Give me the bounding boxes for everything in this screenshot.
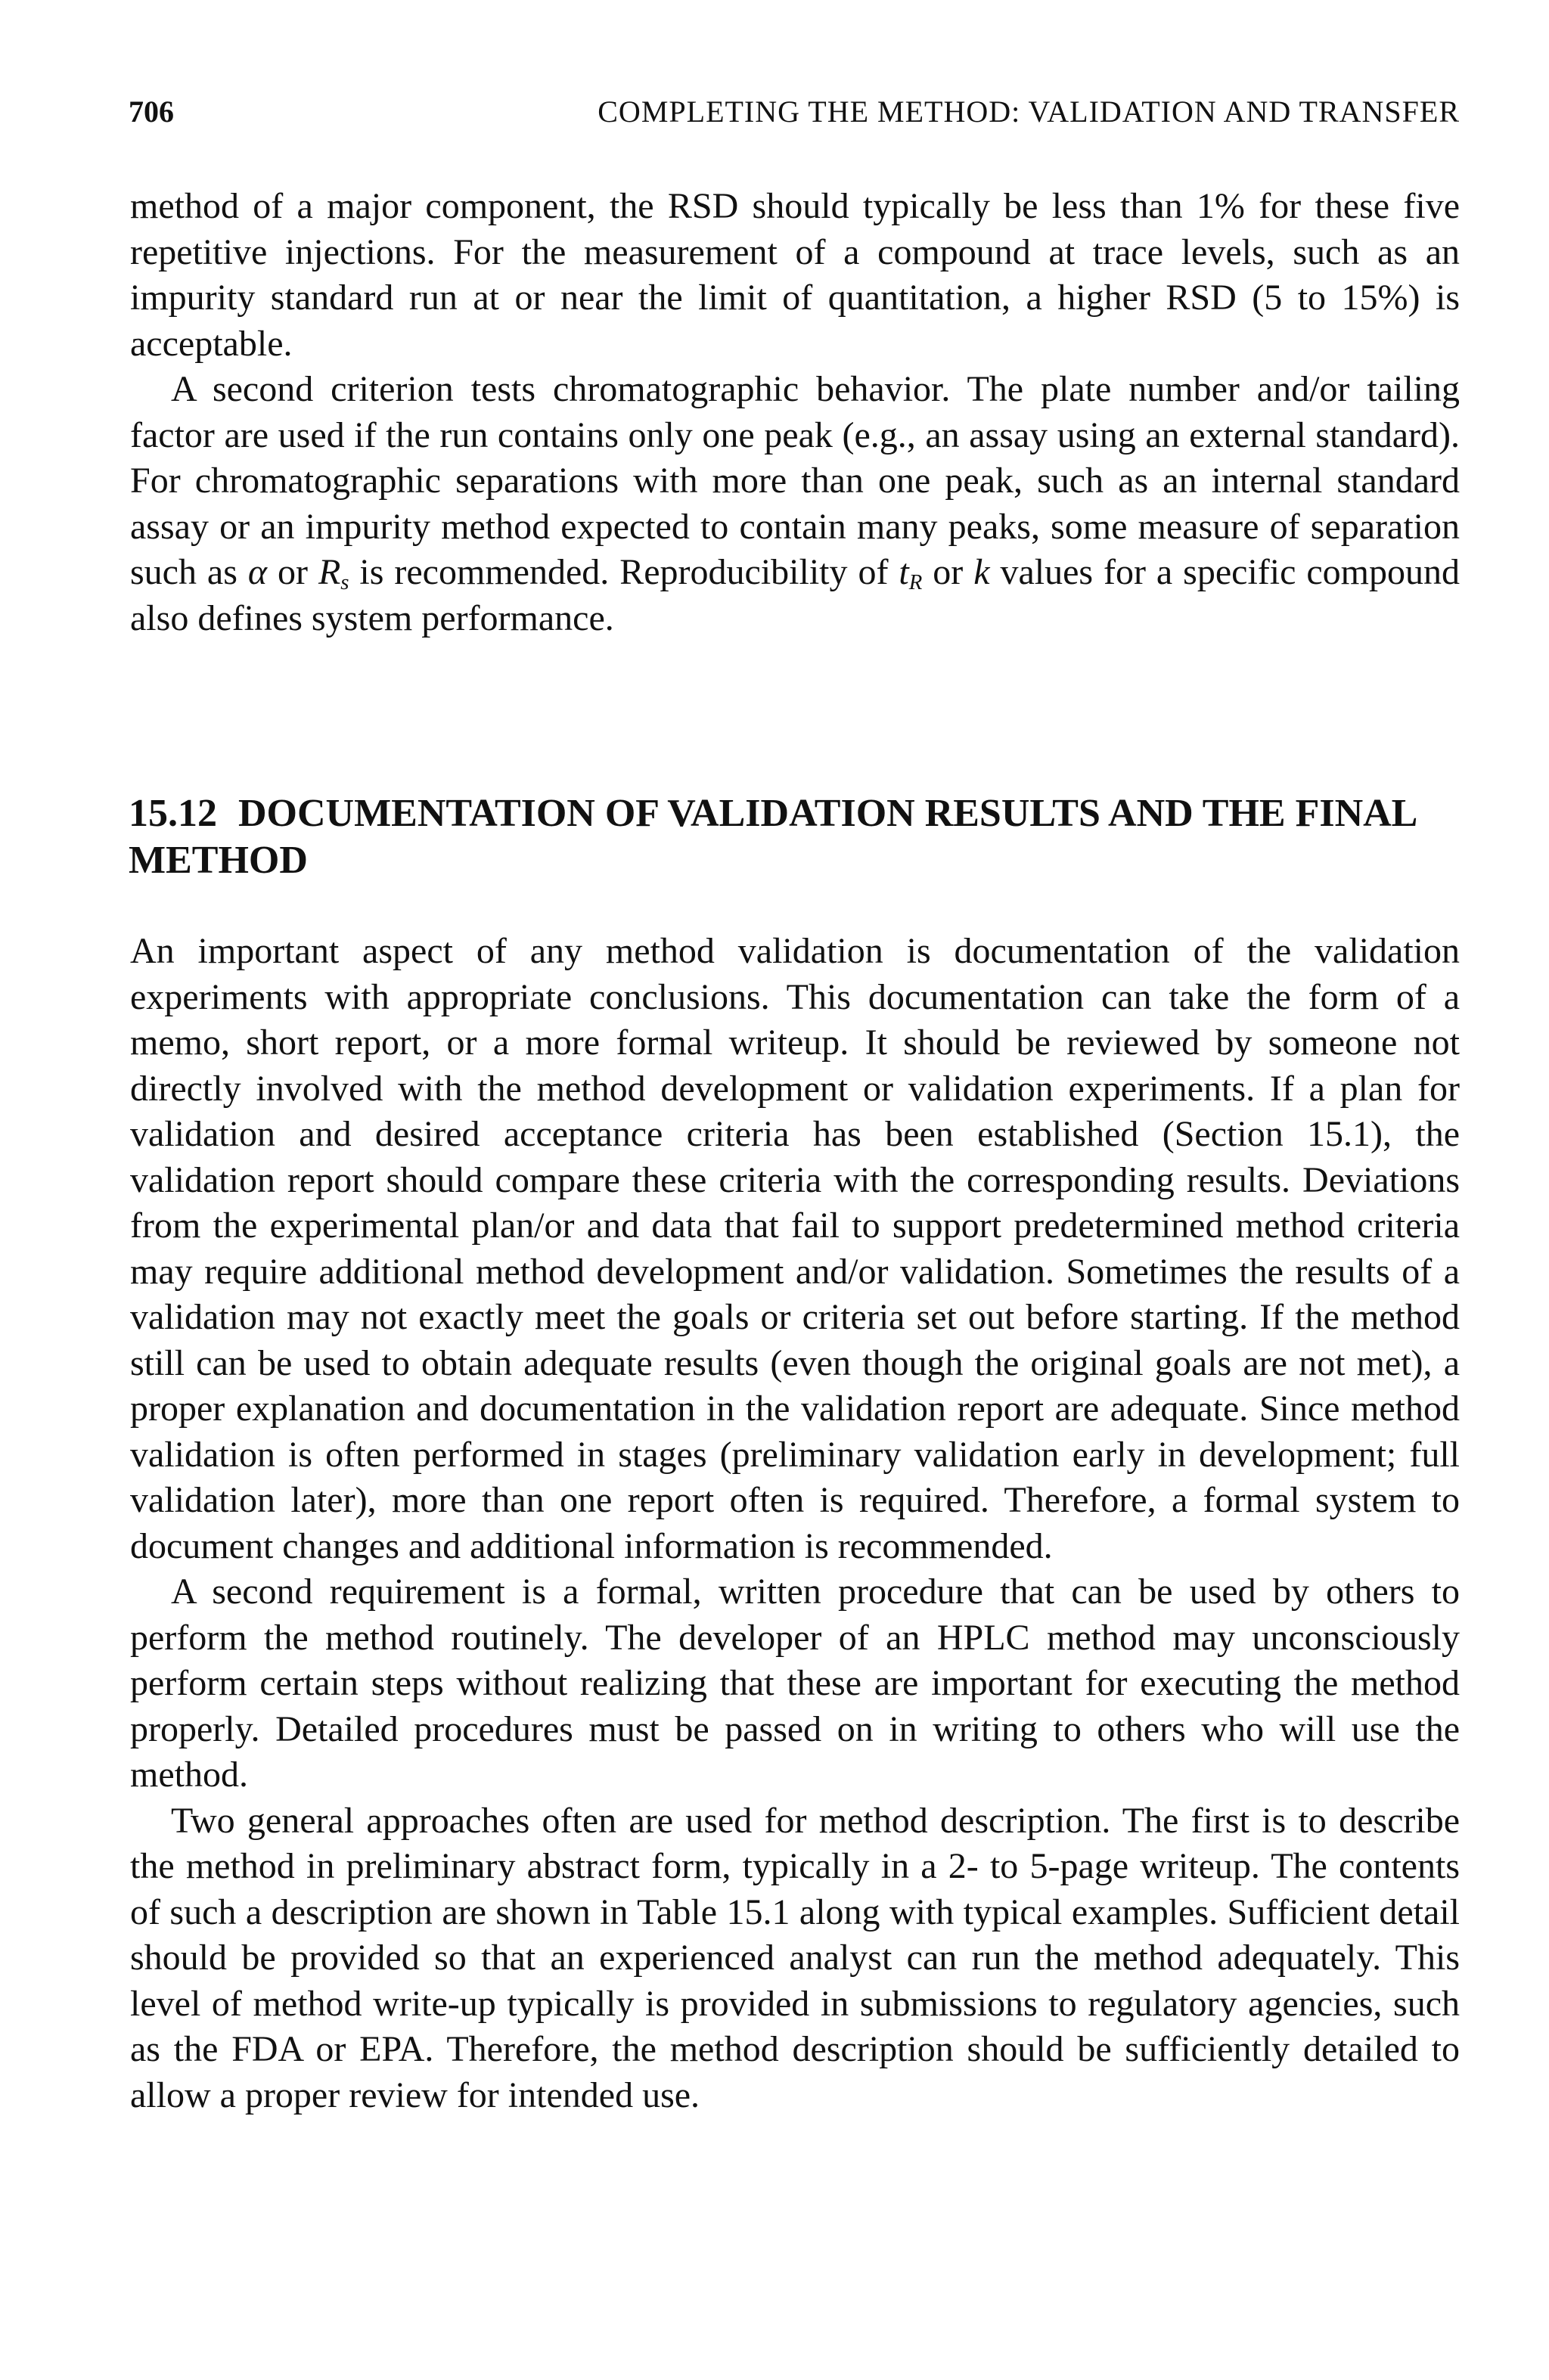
section-body	[130, 929, 1460, 2118]
page-number: 706	[129, 95, 174, 129]
running-title: COMPLETING THE METHOD: VALIDATION AND TRANSFER	[598, 95, 1460, 129]
paragraph-written-procedure: A second requirement is a formal, written procedure that can be used by others to perform the method routinely. The developer of an HPLC method may unconsciously perform certain steps without realizing that these are important for executing the method properly. Detailed procedures must be passed on in writing to others who will use the method.	[130, 1572, 1460, 1795]
paragraph-rsd-criteria: method of a major component, the RSD should typically be less than 1% for these five repetitive injections. For the measurement of a compound at trace levels, such as an impurity standard run at or near the limit of quantitation, a higher RSD (5 to 15%) is acceptable.	[130, 186, 1460, 364]
alpha-symbol: α	[247, 552, 268, 592]
text-segment: A second criterion tests chromatographic behavior. The plate number and/or tailing factor are used if the run contains only one peak (e.g., an assay using an external standard). For chromatographic separations with more than one peak, such as an internal standard assay or an impurity method expected to contain many peaks, some measure of separation such as	[130, 369, 1460, 592]
retention-time-symbol: t	[899, 552, 909, 592]
resolution-subscript: s	[340, 570, 349, 595]
section-heading	[129, 790, 1460, 884]
paragraph-chromatographic-criterion	[130, 367, 1460, 641]
paragraph-method-description: Two general approaches often are used for method description. The first is to describe the method in preliminary abstract form, typically in a 2- to 5-page writeup. The contents of such a description are shown in Table 15.1 along with typical examples. Sufficient detail should be provided so that an experienced analyst can run the method adequately. This level of method write-up typically is provided in submissions to regulatory agencies, such as the FDA or EPA. Therefore, the method description should be sufficiently detailed to allow a proper review for intended use.	[130, 1800, 1460, 2115]
running-head	[129, 89, 1460, 135]
text-segment: is recommended. Reproducibility of	[349, 552, 899, 592]
text-segment: or	[267, 552, 318, 592]
text-segment: values for a specific compound also defines system performance.	[130, 552, 1461, 638]
k-symbol: k	[973, 552, 990, 592]
paragraph-documentation: An important aspect of any method validation is documentation of the validation experiments with appropriate conclusions. This documentation can take the form of a memo, short report, or a more formal writeup. It should be reviewed by someone not directly involved with the method development or validation experiments. If a plan for validation and desired acceptance criteria has been established (Section 15.1), the validation report should compare these criteria with the corresponding results. Deviations from the experimental plan/or and data that fail to support predetermined method criteria may require additional method development and/or validation. Sometimes the results of a validation may not exactly meet the goals or criteria set out before starting. If the method still can be used to obtain adequate results (even though the original goals are not met), a proper explanation and documentation in the validation report are adequate. Since method validation is often performed in stages (preliminary validation early in development; full validation later), more than one report often is required. Therefore, a formal system to document changes and additional information is recommended.	[130, 931, 1460, 1566]
retention-time-subscript: R	[908, 570, 923, 595]
continued-text-block	[130, 184, 1460, 641]
section-title: DOCUMENTATION OF VALIDATION RESULTS AND THE FINAL METHOD	[129, 792, 1416, 882]
text-segment: or	[922, 552, 974, 592]
resolution-symbol: R	[318, 552, 341, 592]
section-number: 15.12	[129, 792, 217, 835]
